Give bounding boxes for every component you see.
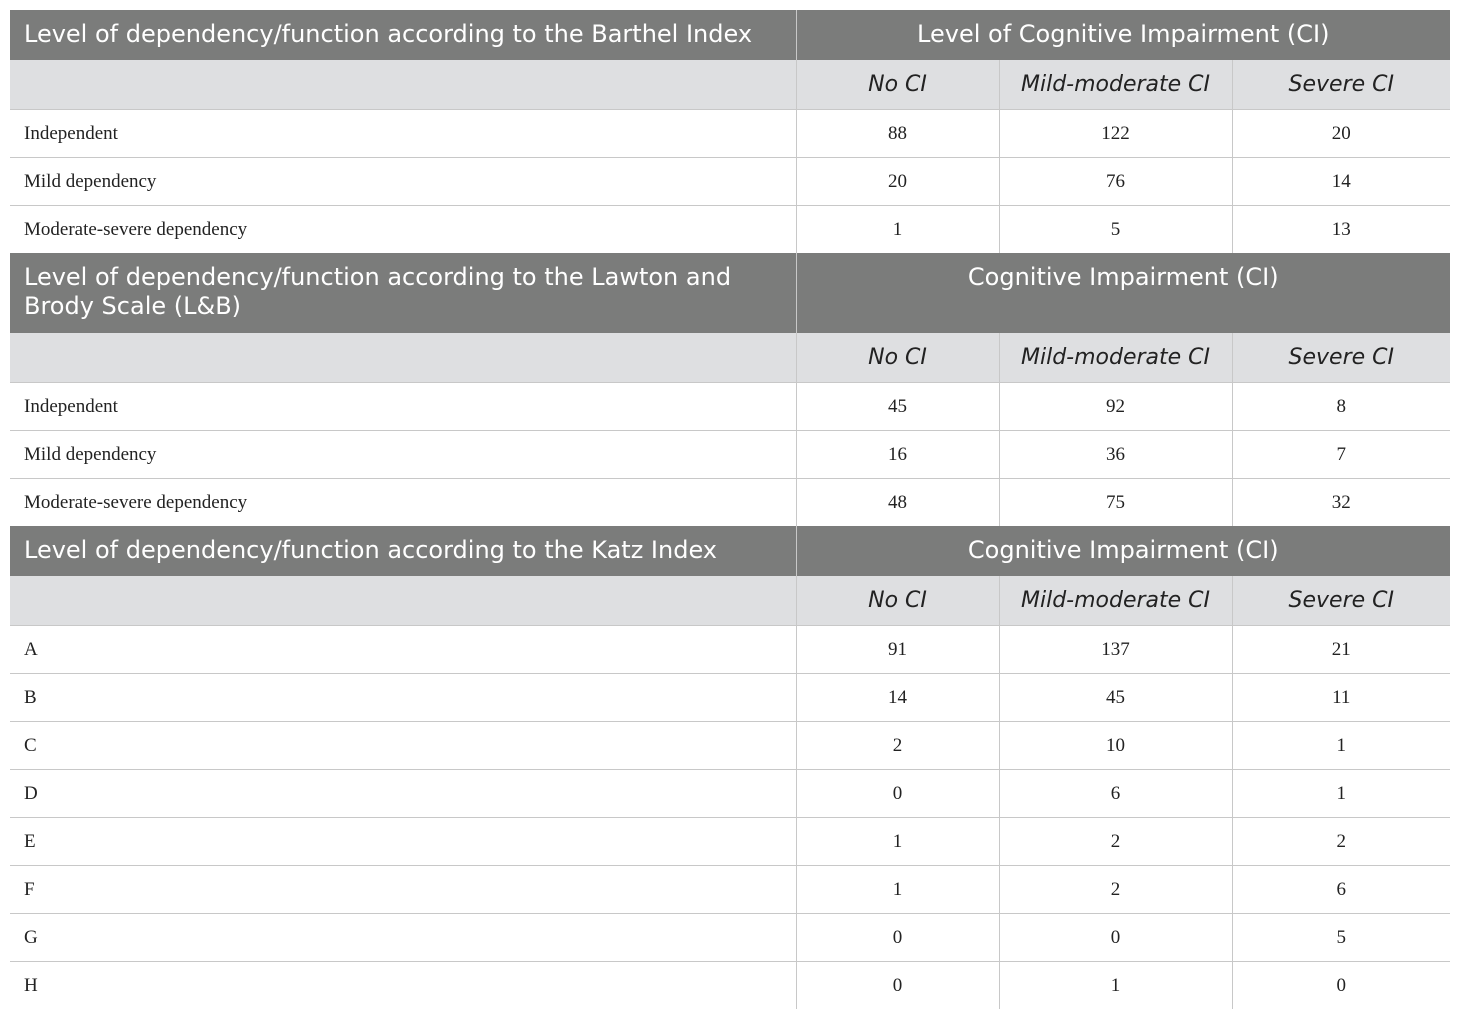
cell-no-ci: 1 [796, 206, 999, 254]
cell-mild-moderate-ci: 45 [999, 674, 1232, 722]
cell-mild-moderate-ci: 92 [999, 383, 1232, 431]
cell-no-ci: 20 [796, 158, 999, 206]
section-title-barthel: Level of dependency/function according to the Barthel Index [10, 10, 796, 60]
cell-no-ci: 91 [796, 626, 999, 674]
column-header-row [10, 576, 1450, 626]
cell-severe-ci: 2 [1232, 818, 1450, 866]
section-title-katz: Level of dependency/function according to the Katz Index [10, 526, 796, 576]
row-label: Moderate-severe dependency [10, 479, 796, 527]
cell-severe-ci: 32 [1331, 491, 1351, 513]
section-header-katz [10, 526, 1450, 576]
cell-mild-moderate-ci: 0 [999, 914, 1232, 962]
table-row [10, 866, 1450, 914]
cell-mild-moderate-ci: 5 [999, 206, 1232, 254]
empty-header-cell [10, 576, 796, 626]
section-header-lawton-brody [10, 253, 1450, 333]
cell-severe-ci: 7 [1232, 431, 1450, 479]
cell-no-ci: 88 [796, 110, 999, 158]
row-label: Mild dependency [10, 158, 796, 206]
cell-no-ci: 1 [796, 866, 999, 914]
row-label: Mild dependency [10, 431, 796, 479]
cell-mild-moderate-ci: 2 [999, 818, 1232, 866]
table-row [10, 674, 1450, 722]
column-header-no-ci: No CI [796, 60, 999, 110]
table-row [10, 479, 1450, 527]
cell-mild-moderate-ci: 2 [999, 866, 1232, 914]
cell-severe-ci: 5 [1232, 914, 1450, 962]
cell-severe-ci: 1 [1232, 770, 1450, 818]
cell-no-ci: 1 [796, 818, 999, 866]
cell-severe-ci: 21 [1232, 626, 1450, 674]
dependency-cognitive-impairment-table [10, 10, 1450, 1009]
cell-mild-moderate-ci: 137 [999, 626, 1232, 674]
ci-group-header-barthel: Level of Cognitive Impairment (CI) [796, 10, 1450, 60]
row-label: Independent [10, 383, 796, 431]
cell-mild-moderate-ci: 6 [999, 770, 1232, 818]
cell-no-ci: 16 [796, 431, 999, 479]
cell-no-ci: 2 [796, 722, 999, 770]
cell-mild-moderate-ci: 76 [999, 158, 1232, 206]
table-row [10, 383, 1450, 431]
row-label: F [10, 866, 796, 914]
cell-no-ci: 45 [796, 383, 999, 431]
cell-mild-moderate-ci: 10 [999, 722, 1232, 770]
cell-mild-moderate-ci: 36 [999, 431, 1232, 479]
cell-severe-ci: 13 [1331, 218, 1351, 240]
row-label: A [10, 626, 796, 674]
cell-mild-moderate-ci: 75 [999, 479, 1232, 527]
column-header-severe-ci: Severe CI [1232, 60, 1450, 110]
cell-no-ci: 14 [796, 674, 999, 722]
table-row [10, 818, 1450, 866]
row-label: Independent [10, 110, 796, 158]
table-row [10, 158, 1450, 206]
cell-severe-ci: 6 [1232, 866, 1450, 914]
row-label: C [10, 722, 796, 770]
section-header-barthel [10, 10, 1450, 60]
column-header-no-ci: No CI [796, 333, 999, 383]
cell-mild-moderate-ci: 122 [999, 110, 1232, 158]
table-row [10, 770, 1450, 818]
column-header-mild-moderate-ci: Mild-moderate CI [999, 333, 1232, 383]
cell-no-ci: 48 [796, 479, 999, 527]
column-header-row [10, 333, 1450, 383]
column-header-row [10, 60, 1450, 110]
cell-mild-moderate-ci: 1 [999, 962, 1232, 1010]
column-header-mild-moderate-ci: Mild-moderate CI [999, 576, 1232, 626]
cell-severe-ci: 1 [1232, 722, 1450, 770]
cell-no-ci: 0 [796, 914, 999, 962]
row-label: D [10, 770, 796, 818]
table-row [10, 110, 1450, 158]
empty-header-cell [10, 333, 796, 383]
table-row [10, 431, 1450, 479]
cell-no-ci: 0 [796, 962, 999, 1010]
section-title-lawton-brody: Level of dependency/function according to the Lawton and Brody Scale (L&B) [10, 253, 796, 333]
column-header-severe-ci: Severe CI [1232, 576, 1450, 626]
empty-header-cell [10, 60, 796, 110]
row-label: G [10, 914, 796, 962]
cell-severe-ci: 8 [1232, 383, 1450, 431]
column-header-severe-ci: Severe CI [1232, 333, 1450, 383]
table-row [10, 962, 1450, 1010]
column-header-mild-moderate-ci: Mild-moderate CI [999, 60, 1232, 110]
cell-severe-ci: 20 [1232, 110, 1450, 158]
ci-group-header-lawton-brody: Cognitive Impairment (CI) [796, 253, 1450, 333]
table-row [10, 626, 1450, 674]
cell-severe-ci: 11 [1232, 674, 1450, 722]
row-label: H [10, 962, 796, 1010]
cell-severe-ci: 0 [1336, 974, 1347, 996]
row-label: E [10, 818, 796, 866]
table-row [10, 722, 1450, 770]
ci-group-header-katz: Cognitive Impairment (CI) [796, 526, 1450, 576]
row-label: Moderate-severe dependency [10, 206, 796, 254]
row-label: B [10, 674, 796, 722]
table-row [10, 914, 1450, 962]
cell-no-ci: 0 [796, 770, 999, 818]
table-row [10, 206, 1450, 254]
column-header-no-ci: No CI [796, 576, 999, 626]
cell-severe-ci: 14 [1232, 158, 1450, 206]
